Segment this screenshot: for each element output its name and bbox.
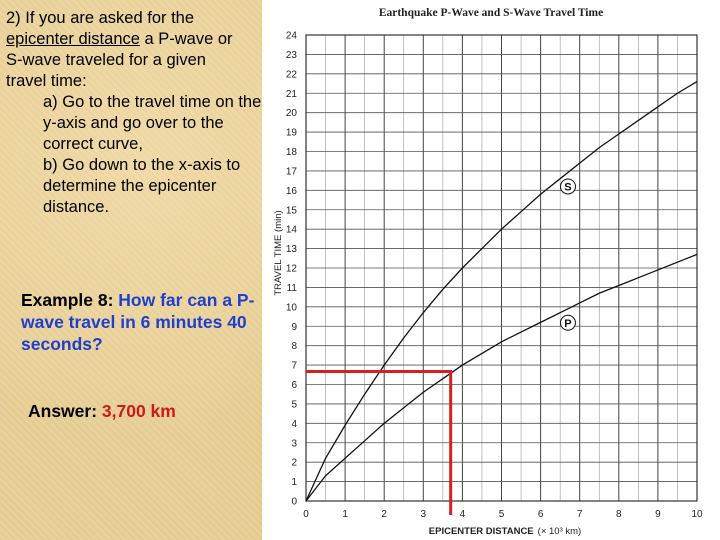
instruction-line-2-rest: a P-wave or [139, 30, 233, 48]
series-label-p: P [564, 317, 572, 330]
answer [28, 401, 176, 422]
example-question [21, 289, 271, 355]
red-guide-line [306, 371, 451, 515]
y-tick-label: 15 [285, 205, 297, 217]
x-tick-label: 5 [498, 509, 505, 520]
y-tick-label: 24 [285, 30, 297, 42]
x-tick-label: 1 [342, 509, 348, 520]
y-tick-label: 9 [291, 321, 297, 333]
answer-label: Answer: [28, 401, 102, 421]
y-tick-label: 1 [291, 477, 297, 489]
x-tick-label: 7 [576, 509, 583, 520]
instruction-step-a: a) Go to the travel time on the y-axis and go over to the correct curve, [43, 93, 262, 153]
y-tick-label: 10 [285, 302, 297, 314]
y-tick-label: 18 [285, 147, 297, 158]
y-tick-label: 21 [285, 88, 297, 100]
y-tick-label: 4 [291, 418, 297, 430]
x-tick-label: 8 [616, 509, 622, 520]
x-tick-label: 0 [303, 509, 309, 520]
y-axis-label: TRAVEL TIME (min) [273, 210, 284, 296]
x-tick-label: 4 [459, 509, 466, 520]
instruction-step-b: b) Go down to the x-axis to determine the epicenter distance. [43, 156, 241, 216]
x-tick-label: 3 [420, 509, 427, 520]
y-tick-label: 13 [285, 244, 297, 256]
y-tick-label: 20 [285, 108, 297, 120]
x-tick-label: 9 [655, 509, 661, 520]
y-tick-label: 17 [285, 166, 297, 178]
y-tick-label: 2 [291, 457, 297, 469]
instruction-line-3: S-wave traveled for a given [6, 51, 206, 69]
instruction-line-4: travel time: [6, 72, 87, 90]
y-tick-label: 6 [291, 380, 297, 391]
x-tick-label: 10 [691, 509, 703, 520]
example-label: Example 8: [21, 290, 119, 310]
y-tick-label: 0 [291, 496, 297, 508]
instruction-line-1: 2) If you are asked for the [6, 9, 195, 27]
y-tick-label: 11 [286, 282, 297, 294]
y-tick-label: 7 [291, 360, 297, 372]
y-tick-label: 14 [285, 224, 297, 236]
chart-panel [262, 0, 720, 540]
y-tick-label: 22 [285, 69, 297, 81]
y-tick-label: 3 [291, 438, 297, 450]
epicenter-distance-term: epicenter distance [6, 30, 140, 48]
answer-value: 3,700 km [101, 401, 176, 421]
x-axis-label: EPICENTER DISTANCE (× 10³ km) [428, 526, 582, 537]
instruction-line-2 [6, 29, 268, 50]
y-tick-label: 23 [285, 49, 297, 61]
x-tick-label: 6 [537, 509, 544, 520]
y-tick-label: 8 [291, 341, 297, 353]
instructions-text [6, 8, 268, 218]
chart-title: Earthquake P-Wave and S-Wave Travel Time [378, 7, 604, 19]
y-tick-label: 19 [285, 127, 297, 139]
x-tick-label: 2 [381, 509, 387, 520]
y-tick-label: 16 [285, 185, 297, 197]
y-tick-label: 12 [285, 263, 297, 275]
series-label-s: S [564, 181, 572, 194]
travel-time-chart [262, 0, 720, 540]
y-tick-label: 5 [291, 399, 297, 411]
example-question-text: How far can a P-wave travel in 6 minutes 40 seconds? [21, 290, 255, 354]
